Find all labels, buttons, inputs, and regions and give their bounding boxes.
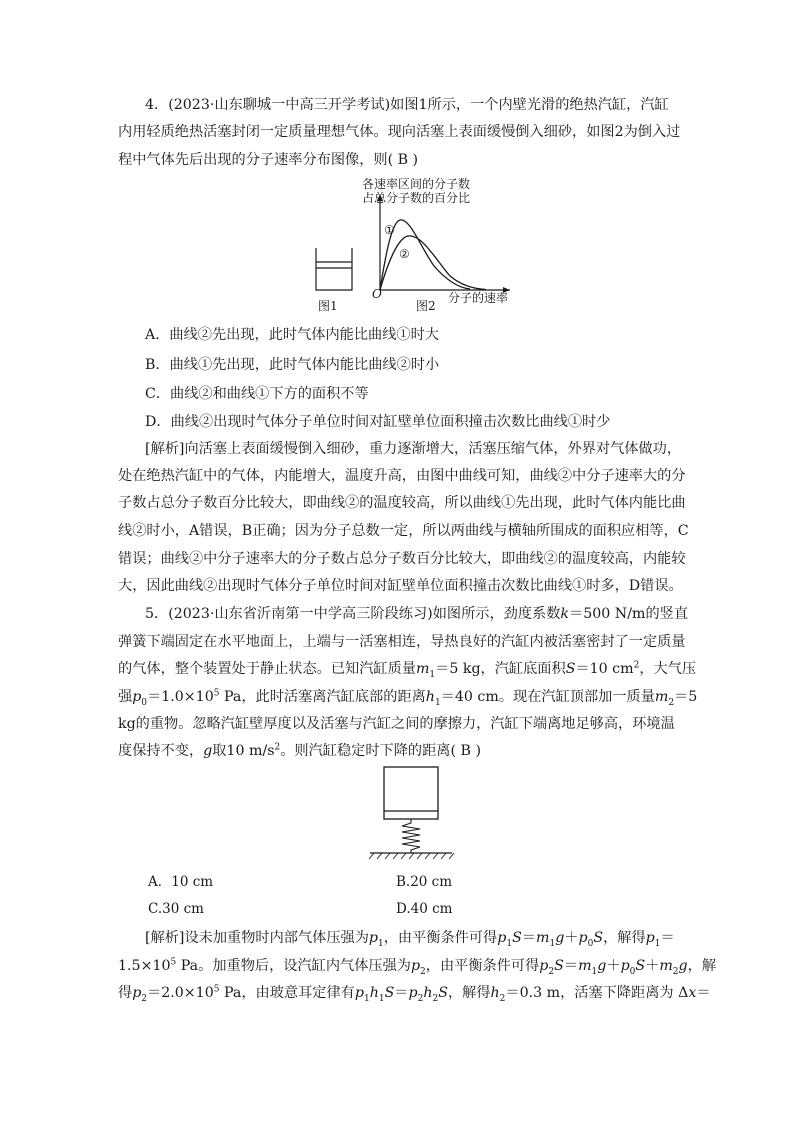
q4-analysis-line-2: 处在绝热汽缸中的气体，内能增大，温度升高，由图中曲线可知，曲线②中分子速率大的分 (118, 468, 686, 484)
q5-figure (366, 765, 456, 865)
q4-stem-line-3: 程中气体先后出现的分子速率分布图像，则( B ) (118, 152, 419, 168)
q4-stem-line-1: 4．(2023·山东聊城一中高三开学考试)如图1所示，一个内壁光滑的绝热汽缸，汽缸 (145, 97, 669, 113)
q5-stem-line-4: 强$p_0=1.0\times 10^5$ Pa，此时活塞离汽缸底部的距离$h_1=40$ cm。现在汽缸顶部加一质量$m_2=5$ (118, 688, 698, 708)
q5-option-d: D.40 cm (396, 901, 453, 917)
figure-2-caption: 图2 (416, 299, 436, 312)
q5-analysis-line-2: $1.5\times 10^5$ Pa。加重物后，设汽缸内气体压强为$p_2$，由平衡条件可得$p_2S=m_1g+p_0S+m_2g$，解 (118, 957, 717, 977)
figure-1-caption: 图1 (318, 299, 338, 312)
y-axis-label-line-2: 占总分子数的百分比 (362, 191, 471, 205)
q4-option-d: D．曲线②出现时气体分子单位时间对缸壁单位面积撞击次数比曲线①时少 (145, 414, 611, 430)
q5-option-c: C.30 cm (148, 901, 204, 917)
q4-stem-line-2: 内用轻质绝热活塞封闭一定质量理想气体。现向活塞上表面缓慢倒入细砂，如图2为倒入过 (118, 124, 681, 140)
q4-analysis-line-6: 大，因此曲线②出现时气体分子单位时间对缸壁单位面积撞击次数比曲线①时多，D错误。 (118, 578, 683, 594)
q5-stem-line-5: kg的重物。忽略汽缸壁厚度以及活塞与汽缸之间的摩擦力，汽缸下端离地足够高，环境温 (118, 716, 675, 732)
q5-analysis-line-3: 得$p_2=2.0\times 10^5$ Pa，由玻意耳定律有$p_1h_1S=p_2h_2S$，解得$h_2=0.3$ m，活塞下降距离为 Δx＝ (118, 984, 711, 1004)
curve-1-label: ① (384, 223, 395, 237)
q4-analysis-line-1: [解析]向活塞上表面缓慢倒入细砂，重力逐渐增大，活塞压缩气体，外界对气体做功， (145, 441, 682, 457)
q5-stem-line-6: 度保持不变，g取10 $m/s^2$。则汽缸稳定时下降的距离( B ) (118, 742, 482, 759)
velocity-distribution-graph (377, 194, 510, 293)
q4-figure (300, 172, 520, 312)
q4-option-a: A．曲线②先出现，此时气体内能比曲线①时大 (145, 327, 439, 343)
curve-2-label: ② (399, 247, 410, 261)
cylinder-with-spring (369, 767, 454, 859)
origin-label: O (372, 287, 382, 301)
q4-analysis-line-5: 错误；曲线②中分子速率大的分子数占总分子数百分比较大，即曲线②的温度较高，内能较 (118, 551, 686, 567)
q4-option-b: B．曲线①先出现，此时气体内能比曲线②时小 (145, 357, 440, 373)
q4-analysis-line-4: 线②时小，A错误，B正确；因为分子总数一定，所以两曲线与横轴所围成的面积应相等，C (118, 523, 689, 539)
q5-option-b: B.20 cm (396, 874, 453, 890)
q5-stem-line-1: 5．(2023·山东省沂南第一中学高三阶段练习)如图所示，劲度系数k＝500 N/m的竖直 (145, 606, 689, 622)
y-axis-label-line-1: 各速率区间的分子数 (362, 177, 471, 191)
curve-2 (380, 236, 486, 290)
q5-stem-line-2: 弹簧下端固定在水平地面上，上端与一活塞相连，导热良好的汽缸内被活塞密封了一定质量 (118, 634, 686, 650)
q4-option-c: C．曲线②和曲线①下方的面积不等 (145, 386, 369, 402)
q4-analysis-line-3: 子数占总分子数百分比较大，即曲线②的温度较高，所以曲线①先出现，此时气体内能比曲 (118, 495, 686, 511)
q5-analysis-line-1: [解析]设未加重物时内部气体压强为$p_1$，由平衡条件可得$p_1S=m_1g+p_0S$，解得$p_1=$ (145, 930, 675, 949)
cylinder-figure-1 (316, 248, 352, 290)
q5-stem-line-3: 的气体，整个装置处于静止状态。已知汽缸质量$m_1=5$ kg，汽缸底面积S＝10 $cm^2$，大气压 (118, 660, 697, 680)
spring (402, 819, 420, 853)
q5-option-a: A．10 cm (148, 874, 214, 890)
x-axis-label: 分子的速率 (448, 291, 509, 305)
